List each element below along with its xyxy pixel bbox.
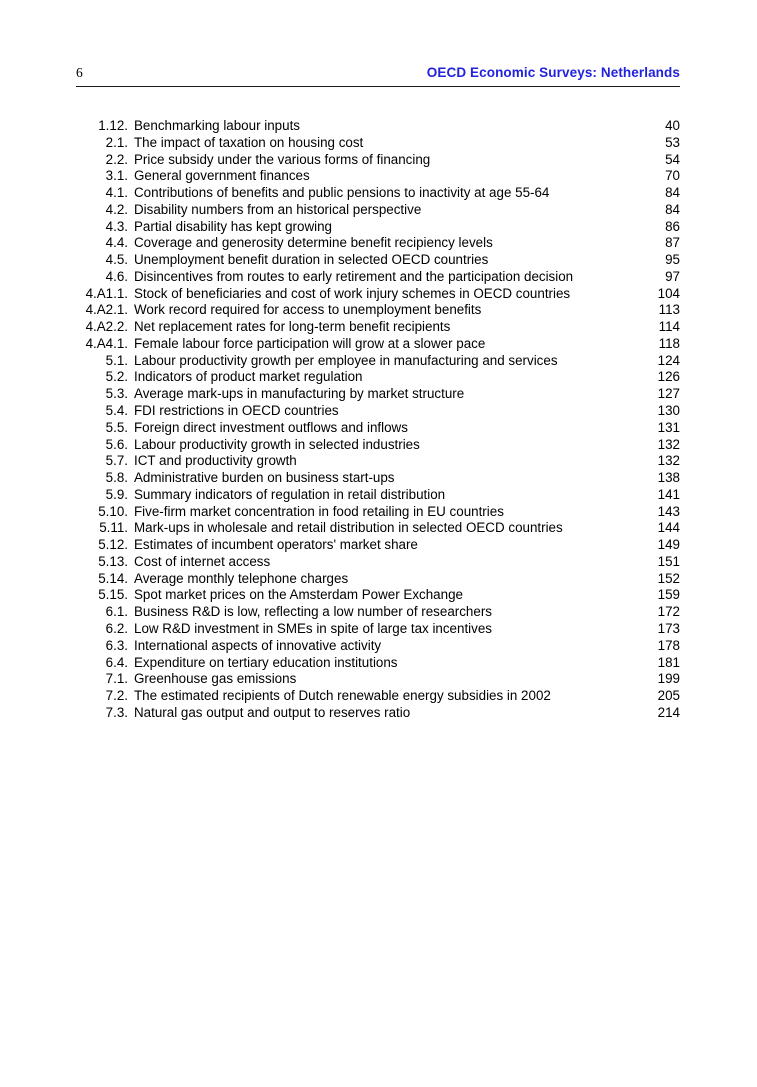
list-item[interactable] — [76, 604, 680, 621]
figure-page-number: 113 — [658, 302, 680, 318]
figure-page-number: 54 — [665, 151, 680, 167]
figure-title: Stock of beneficiaries and cost of work injury schemes in OECD countries — [134, 285, 571, 301]
figure-title: International aspects of innovative activity — [134, 637, 382, 653]
list-item[interactable] — [76, 621, 680, 638]
figure-number: 4.1. — [105, 185, 128, 201]
figure-number: 5.1. — [105, 352, 128, 368]
figure-title: Unemployment benefit duration in selected OECD countries — [134, 252, 489, 268]
figure-number: 6.3. — [105, 637, 128, 653]
figure-title: Labour productivity growth per employee in manufacturing and services — [134, 352, 558, 368]
figure-page-number: 132 — [657, 453, 680, 469]
figure-page-number: 97 — [665, 268, 680, 284]
list-item[interactable] — [76, 671, 680, 688]
figure-page-number: 214 — [657, 704, 680, 720]
list-item[interactable] — [76, 202, 680, 219]
figure-page-number: 141 — [657, 486, 680, 502]
figure-title: Foreign direct investment outflows and inflows — [134, 419, 408, 435]
figure-page-number: 40 — [665, 118, 680, 133]
figure-number: 7.2. — [105, 688, 128, 704]
list-item[interactable] — [76, 252, 680, 269]
figure-number: 5.8. — [105, 470, 128, 486]
list-of-figures — [76, 118, 680, 722]
figure-title: Average monthly telephone charges — [134, 570, 349, 586]
figure-title: Work record required for access to unemployment benefits — [134, 302, 482, 318]
figure-page-number: 70 — [665, 168, 680, 184]
list-item[interactable] — [76, 369, 680, 386]
list-item[interactable] — [76, 302, 680, 319]
figure-page-number: 124 — [657, 352, 680, 368]
list-item[interactable] — [76, 688, 680, 705]
list-item[interactable] — [76, 537, 680, 554]
figure-page-number: 178 — [657, 637, 680, 653]
figure-number: 5.13. — [98, 553, 128, 569]
figure-title: General government finances — [134, 168, 310, 184]
figure-title: Spot market prices on the Amsterdam Power Exchange — [134, 587, 463, 603]
figure-number: 4.A2.1. — [85, 302, 128, 318]
list-item[interactable] — [76, 420, 680, 437]
figure-page-number: 84 — [665, 185, 680, 201]
figure-title: Business R&D is low, reflecting a low number of researchers — [134, 604, 492, 620]
figure-title: FDI restrictions in OECD countries — [134, 403, 339, 419]
figure-number: 2.2. — [105, 151, 128, 167]
figure-number: 4.A1.1. — [85, 285, 128, 301]
figure-title: Disability numbers from an historical perspective — [134, 201, 422, 217]
figure-page-number: 138 — [657, 470, 680, 486]
list-item[interactable] — [76, 152, 680, 169]
list-item[interactable] — [76, 118, 680, 135]
figure-page-number: 84 — [665, 201, 680, 217]
figure-number: 5.4. — [105, 403, 128, 419]
figure-number: 6.4. — [105, 654, 128, 670]
figure-title: Estimates of incumbent operators' market share — [134, 537, 418, 553]
figure-title: Low R&D investment in SMEs in spite of large tax incentives — [134, 620, 492, 636]
running-title: OECD Economic Surveys: Netherlands — [426, 65, 680, 80]
list-item[interactable] — [76, 219, 680, 236]
list-item[interactable] — [76, 386, 680, 403]
list-item[interactable] — [76, 336, 680, 353]
figure-page-number: 130 — [657, 403, 680, 419]
list-item[interactable] — [76, 638, 680, 655]
figure-title: Net replacement rates for long-term benefit recipients — [134, 319, 451, 335]
list-item[interactable] — [76, 470, 680, 487]
figure-number: 6.1. — [105, 604, 128, 620]
figure-title: Administrative burden on business start-ups — [134, 470, 395, 486]
figure-title: Five-firm market concentration in food retailing in EU countries — [134, 503, 504, 519]
list-item[interactable] — [76, 453, 680, 470]
figure-number: 6.2. — [105, 620, 128, 636]
list-item[interactable] — [76, 504, 680, 521]
figure-title: Mark-ups in wholesale and retail distribution in selected OECD countries — [134, 520, 563, 536]
figure-page-number: 95 — [665, 252, 680, 268]
figure-number: 4.6. — [105, 268, 128, 284]
list-item[interactable] — [76, 655, 680, 672]
figure-page-number: 151 — [657, 553, 680, 569]
list-item[interactable] — [76, 135, 680, 152]
figure-number: 7.3. — [105, 704, 128, 720]
figure-title: Cost of internet access — [134, 553, 271, 569]
figure-title: Greenhouse gas emissions — [134, 671, 297, 687]
figure-title: Benchmarking labour inputs — [134, 118, 300, 133]
figure-number: 5.6. — [105, 436, 128, 452]
figure-number: 5.2. — [105, 369, 128, 385]
figure-title: Contributions of benefits and public pensions to inactivity at age 55-64 — [134, 185, 550, 201]
list-item[interactable] — [76, 437, 680, 454]
list-item[interactable] — [76, 403, 680, 420]
figure-title: Average mark-ups in manufacturing by market structure — [134, 386, 465, 402]
figure-title: Female labour force participation will grow at a slower pace — [134, 335, 486, 351]
figure-number: 4.2. — [105, 201, 128, 217]
figure-page-number: 131 — [657, 419, 680, 435]
list-item[interactable] — [76, 587, 680, 604]
figure-page-number: 144 — [657, 520, 680, 536]
header-rule — [76, 86, 680, 87]
figure-number: 5.10. — [98, 503, 128, 519]
figure-number: 5.3. — [105, 386, 128, 402]
figure-page-number: 173 — [657, 620, 680, 636]
figure-page-number: 159 — [657, 587, 680, 603]
figure-title: Disincentives from routes to early retirement and the participation decision — [134, 268, 574, 284]
list-item[interactable] — [76, 554, 680, 571]
list-item[interactable] — [76, 571, 680, 588]
list-item[interactable] — [76, 235, 680, 252]
figure-title: Labour productivity growth in selected industries — [134, 436, 420, 452]
figure-page-number: 172 — [657, 604, 680, 620]
figure-title: The impact of taxation on housing cost — [134, 134, 364, 150]
figure-page-number: 53 — [665, 134, 680, 150]
figure-number: 5.5. — [105, 419, 128, 435]
list-item[interactable] — [76, 269, 680, 286]
figure-number: 4.A2.2. — [85, 319, 128, 335]
list-item[interactable] — [76, 487, 680, 504]
figure-page-number: 104 — [657, 285, 680, 301]
figure-page-number: 205 — [657, 688, 680, 704]
figure-number: 1.12. — [98, 118, 128, 133]
figure-number: 4.4. — [105, 235, 128, 251]
list-item[interactable] — [76, 705, 680, 722]
figure-title: Coverage and generosity determine benefit recipiency levels — [134, 235, 493, 251]
figure-page-number: 86 — [665, 218, 680, 234]
figure-page-number: 143 — [657, 503, 680, 519]
figure-number: 5.14. — [98, 570, 128, 586]
figure-page-number: 181 — [657, 654, 680, 670]
list-item[interactable] — [76, 185, 680, 202]
figure-page-number: 114 — [658, 319, 680, 335]
figure-title: Summary indicators of regulation in retail distribution — [134, 486, 446, 502]
figure-number: 2.1. — [105, 134, 128, 150]
figure-number: 4.5. — [105, 252, 128, 268]
figure-title: Indicators of product market regulation — [134, 369, 363, 385]
figure-number: 7.1. — [105, 671, 128, 687]
list-item[interactable] — [76, 319, 680, 336]
running-head — [76, 64, 680, 86]
figure-number: 5.7. — [105, 453, 128, 469]
figure-page-number: 118 — [658, 335, 680, 351]
figure-number: 3.1. — [105, 168, 128, 184]
figure-page-number: 126 — [657, 369, 680, 385]
figure-number: 4.A4.1. — [85, 335, 128, 351]
figure-page-number: 132 — [657, 436, 680, 452]
list-item[interactable] — [76, 168, 680, 185]
figure-page-number: 152 — [657, 570, 680, 586]
figure-title: ICT and productivity growth — [134, 453, 297, 469]
figure-page-number: 87 — [665, 235, 680, 251]
figure-number: 5.11. — [99, 520, 128, 536]
figure-title: Price subsidy under the various forms of financing — [134, 151, 431, 167]
figure-number: 5.15. — [98, 587, 128, 603]
figure-number: 5.9. — [105, 486, 128, 502]
figure-title: Partial disability has kept growing — [134, 218, 332, 234]
figure-title: The estimated recipients of Dutch renewable energy subsidies in 2002 — [134, 688, 551, 704]
figure-title: Natural gas output and output to reserves ratio — [134, 704, 411, 720]
list-item[interactable] — [76, 286, 680, 303]
figure-number: 4.3. — [105, 218, 128, 234]
list-item[interactable] — [76, 520, 680, 537]
figure-number: 5.12. — [98, 537, 128, 553]
figure-page-number: 149 — [657, 537, 680, 553]
figure-page-number: 199 — [657, 671, 680, 687]
folio-number: 6 — [76, 65, 83, 80]
figure-page-number: 127 — [657, 386, 680, 402]
list-item[interactable] — [76, 353, 680, 370]
figure-title: Expenditure on tertiary education institutions — [134, 654, 398, 670]
